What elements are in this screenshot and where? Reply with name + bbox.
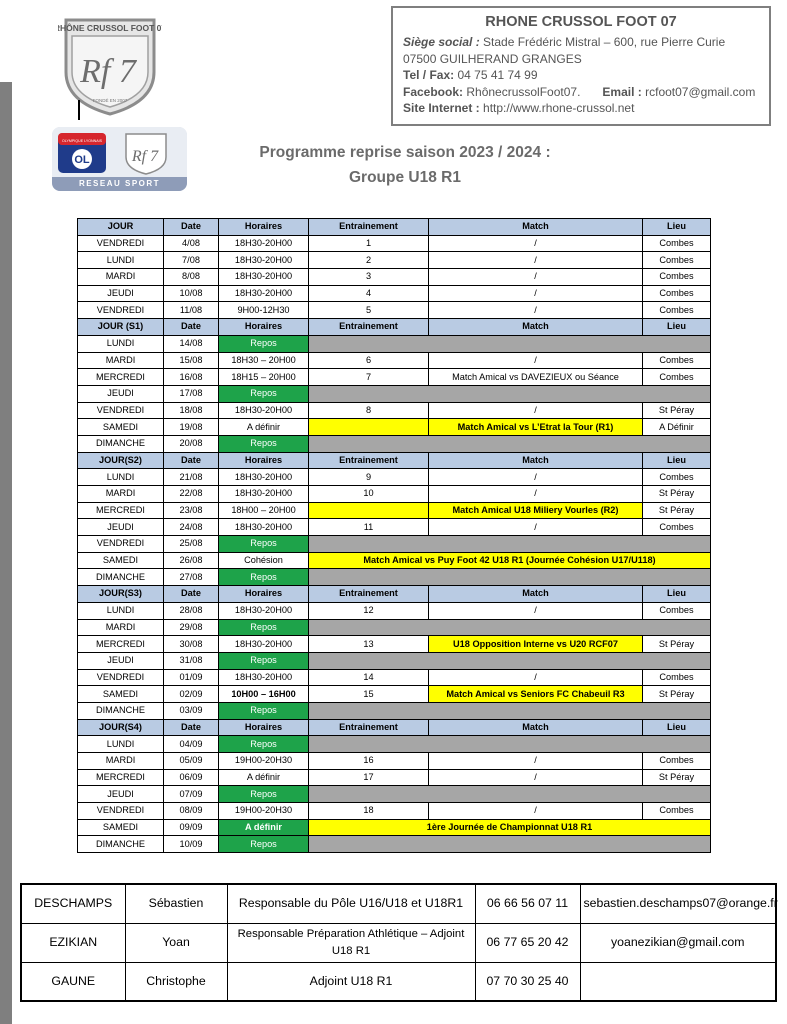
table-cell: 18 xyxy=(309,803,429,820)
repos-cell: Repos xyxy=(219,385,309,402)
svg-text:OLYMPIQUE LYONNAIS: OLYMPIQUE LYONNAIS xyxy=(61,139,103,143)
table-cell: MERCREDI xyxy=(78,369,164,386)
repos-cell: Repos xyxy=(219,619,309,636)
table-cell: 7 xyxy=(309,369,429,386)
table-cell: 18H30-20H00 xyxy=(219,486,309,503)
column-header: Entrainement xyxy=(309,452,429,469)
table-cell: St Péray xyxy=(643,636,711,653)
table-cell: Combes xyxy=(643,285,711,302)
table-cell: 17/08 xyxy=(164,385,219,402)
table-cell: MARDI xyxy=(78,352,164,369)
program-title xyxy=(160,140,650,190)
table-row xyxy=(78,519,711,536)
table-cell: 18H15 – 20H00 xyxy=(219,369,309,386)
table-header-row xyxy=(78,219,711,236)
column-header: Date xyxy=(164,319,219,336)
column-header: Horaires xyxy=(219,719,309,736)
table-cell: Combes xyxy=(643,669,711,686)
table-cell: VENDREDI xyxy=(78,235,164,252)
table-cell: / xyxy=(429,803,643,820)
staff-firstname: Yoan xyxy=(125,923,227,962)
table-cell: / xyxy=(429,753,643,770)
table-cell: 25/08 xyxy=(164,536,219,553)
staff-lastname: GAUNE xyxy=(21,962,125,1001)
column-header: Lieu xyxy=(643,219,711,236)
table-cell: JEUDI xyxy=(78,285,164,302)
table-cell: 8 xyxy=(309,402,429,419)
table-cell: 1 xyxy=(309,235,429,252)
table-cell: 09/09 xyxy=(164,819,219,836)
table-cell: LUNDI xyxy=(78,736,164,753)
column-header: Match xyxy=(429,719,643,736)
table-cell: 18H00 – 20H00 xyxy=(219,502,309,519)
table-cell: 28/08 xyxy=(164,602,219,619)
svg-text:FONDÉ EN 2007: FONDÉ EN 2007 xyxy=(92,98,128,103)
table-row xyxy=(78,836,711,853)
svg-text:RHÔNE CRUSSOL FOOT 07: RHÔNE CRUSSOL FOOT 07 xyxy=(58,23,162,33)
table-cell: 9H00-12H30 xyxy=(219,302,309,319)
table-row xyxy=(78,569,711,586)
table-cell: A définir xyxy=(219,419,309,436)
table-cell: 15/08 xyxy=(164,352,219,369)
staff-row xyxy=(21,884,776,923)
table-cell: 01/09 xyxy=(164,669,219,686)
staff-phone: 06 66 56 07 11 xyxy=(475,884,580,923)
table-cell: / xyxy=(429,602,643,619)
column-header: Match xyxy=(429,219,643,236)
table-cell: Combes xyxy=(643,369,711,386)
table-row xyxy=(78,285,711,302)
table-cell: 19H00-20H30 xyxy=(219,803,309,820)
table-cell: LUNDI xyxy=(78,252,164,269)
column-header: Entrainement xyxy=(309,719,429,736)
table-row xyxy=(78,819,711,836)
table-cell: MARDI xyxy=(78,619,164,636)
table-cell: Combes xyxy=(643,352,711,369)
table-cell: MERCREDI xyxy=(78,502,164,519)
column-header: Lieu xyxy=(643,586,711,603)
table-cell: 20/08 xyxy=(164,435,219,452)
staff-phone: 06 77 65 20 42 xyxy=(475,923,580,962)
column-header: Horaires xyxy=(219,452,309,469)
column-header: Lieu xyxy=(643,319,711,336)
table-cell: 18H30-20H00 xyxy=(219,285,309,302)
club-logo xyxy=(58,14,162,116)
table-cell: 18H30-20H00 xyxy=(219,402,309,419)
table-row xyxy=(78,486,711,503)
repos-cell: Repos xyxy=(219,836,309,853)
table-cell: 10 xyxy=(309,486,429,503)
table-cell: 31/08 xyxy=(164,652,219,669)
table-cell: 18H30-20H00 xyxy=(219,269,309,286)
grey-filler-cell xyxy=(309,786,711,803)
table-cell: DIMANCHE xyxy=(78,836,164,853)
staff-role: Responsable du Pôle U16/U18 et U18R1 xyxy=(227,884,475,923)
partner-band-label: RESEAU SPORT xyxy=(52,177,187,191)
grey-filler-cell xyxy=(309,736,711,753)
staff-email: sebastien.deschamps07@orange.fr xyxy=(580,884,776,923)
column-header: Date xyxy=(164,452,219,469)
contact-website: Site Internet : http://www.rhone-crussol.net xyxy=(403,101,635,115)
table-cell: 17 xyxy=(309,769,429,786)
table-cell: SAMEDI xyxy=(78,419,164,436)
column-header: Entrainement xyxy=(309,586,429,603)
staff-role: Responsable Préparation Athlétique – Adjoint U18 R1 xyxy=(227,923,475,962)
table-cell: / xyxy=(429,352,643,369)
table-row xyxy=(78,419,711,436)
staff-email xyxy=(580,962,776,1001)
table-cell: 9 xyxy=(309,469,429,486)
table-cell: 19H00-20H30 xyxy=(219,753,309,770)
match-highlight-cell: Match Amical U18 Miliery Vourles (R2) xyxy=(429,502,643,519)
table-cell: SAMEDI xyxy=(78,552,164,569)
table-cell: 18H30-20H00 xyxy=(219,252,309,269)
column-header: Match xyxy=(429,586,643,603)
table-cell: 18/08 xyxy=(164,402,219,419)
table-cell: / xyxy=(429,302,643,319)
club-name: RHONE CRUSSOL FOOT 07 xyxy=(485,14,677,30)
highlight-time-cell: A définir xyxy=(219,819,309,836)
contact-tel: Tel / Fax: 04 75 41 74 99 xyxy=(403,68,538,82)
table-cell: 10H00 – 16H00 xyxy=(219,686,309,703)
table-cell: / xyxy=(429,252,643,269)
grey-filler-cell xyxy=(309,536,711,553)
table-cell: SAMEDI xyxy=(78,686,164,703)
table-cell: 06/09 xyxy=(164,769,219,786)
table-cell: / xyxy=(429,519,643,536)
column-header: JOUR xyxy=(78,219,164,236)
table-cell: 11 xyxy=(309,519,429,536)
table-cell xyxy=(309,502,429,519)
table-cell: 2 xyxy=(309,252,429,269)
table-cell: MARDI xyxy=(78,753,164,770)
table-cell: 10/08 xyxy=(164,285,219,302)
table-header-row xyxy=(78,719,711,736)
staff-row xyxy=(21,923,776,962)
table-cell: 30/08 xyxy=(164,636,219,653)
table-row xyxy=(78,552,711,569)
table-cell: / xyxy=(429,769,643,786)
table-cell: 7/08 xyxy=(164,252,219,269)
column-header: Date xyxy=(164,719,219,736)
table-cell: / xyxy=(429,469,643,486)
table-cell: 18H30-20H00 xyxy=(219,636,309,653)
table-row xyxy=(78,269,711,286)
staff-firstname: Sébastien xyxy=(125,884,227,923)
table-cell: 27/08 xyxy=(164,569,219,586)
table-cell: 15 xyxy=(309,686,429,703)
staff-firstname: Christophe xyxy=(125,962,227,1001)
table-cell: 22/08 xyxy=(164,486,219,503)
repos-cell: Repos xyxy=(219,786,309,803)
table-row xyxy=(78,619,711,636)
repos-cell: Repos xyxy=(219,569,309,586)
table-cell: 08/09 xyxy=(164,803,219,820)
table-cell: Combes xyxy=(643,753,711,770)
table-row xyxy=(78,652,711,669)
table-row xyxy=(78,803,711,820)
match-highlight-cell: Match Amical vs L’Etrat la Tour (R1) xyxy=(429,419,643,436)
table-row xyxy=(78,302,711,319)
column-header: JOUR (S1) xyxy=(78,319,164,336)
column-header: Lieu xyxy=(643,719,711,736)
grey-filler-cell xyxy=(309,619,711,636)
table-row xyxy=(78,252,711,269)
svg-text:Rf 7: Rf 7 xyxy=(131,148,159,165)
table-header-row xyxy=(78,452,711,469)
table-header-row xyxy=(78,586,711,603)
table-cell: 26/08 xyxy=(164,552,219,569)
table-cell: VENDREDI xyxy=(78,803,164,820)
table-header-row xyxy=(78,319,711,336)
contact-facebook-email: Facebook: RhônecrussolFoot07. Email : rcfoot07@gmail.com xyxy=(403,84,756,99)
table-cell xyxy=(309,419,429,436)
table-cell: / xyxy=(429,269,643,286)
grey-filler-cell xyxy=(309,385,711,402)
table-row xyxy=(78,435,711,452)
table-cell: MERCREDI xyxy=(78,769,164,786)
repos-cell: Repos xyxy=(219,702,309,719)
table-cell: Cohésion xyxy=(219,552,309,569)
program-title-line2: Groupe U18 R1 xyxy=(349,169,461,186)
staff-lastname: EZIKIAN xyxy=(21,923,125,962)
table-cell: St Péray xyxy=(643,769,711,786)
match-highlight-cell: Match Amical vs Puy Foot 42 U18 R1 (Journée Cohésion U17/U118) xyxy=(309,552,711,569)
grey-filler-cell xyxy=(309,435,711,452)
table-row xyxy=(78,385,711,402)
column-header: JOUR(S3) xyxy=(78,586,164,603)
grey-filler-cell xyxy=(309,652,711,669)
table-cell: / xyxy=(429,486,643,503)
table-cell: Match Amical vs DAVEZIEUX ou Séance xyxy=(429,369,643,386)
column-header: Date xyxy=(164,586,219,603)
table-cell: 04/09 xyxy=(164,736,219,753)
staff-role: Adjoint U18 R1 xyxy=(227,962,475,1001)
column-header: Match xyxy=(429,319,643,336)
table-cell: A définir xyxy=(219,769,309,786)
table-cell: 24/08 xyxy=(164,519,219,536)
table-row xyxy=(78,686,711,703)
table-row xyxy=(78,602,711,619)
table-cell: St Péray xyxy=(643,486,711,503)
table-row xyxy=(78,669,711,686)
table-cell: 11/08 xyxy=(164,302,219,319)
table-row xyxy=(78,469,711,486)
table-cell: 8/08 xyxy=(164,269,219,286)
table-row xyxy=(78,536,711,553)
table-cell: Combes xyxy=(643,803,711,820)
repos-cell: Repos xyxy=(219,435,309,452)
table-row xyxy=(78,402,711,419)
table-cell: 18H30-20H00 xyxy=(219,469,309,486)
table-cell: St Péray xyxy=(643,402,711,419)
program-title-line1: Programme reprise saison 2023 / 2024 : xyxy=(259,144,551,161)
table-cell: 02/09 xyxy=(164,686,219,703)
table-cell: 07/09 xyxy=(164,786,219,803)
championship-cell: 1ère Journée de Championnat U18 R1 xyxy=(309,819,711,836)
match-highlight-cell: Match Amical vs Seniors FC Chabeuil R3 xyxy=(429,686,643,703)
table-cell: LUNDI xyxy=(78,335,164,352)
table-cell: JEUDI xyxy=(78,385,164,402)
table-row xyxy=(78,702,711,719)
match-highlight-cell: U18 Opposition Interne vs U20 RCF07 xyxy=(429,636,643,653)
table-cell: MERCREDI xyxy=(78,636,164,653)
table-cell: 12 xyxy=(309,602,429,619)
table-cell: 18H30-20H00 xyxy=(219,669,309,686)
column-header: Lieu xyxy=(643,452,711,469)
table-cell: 03/09 xyxy=(164,702,219,719)
table-cell: LUNDI xyxy=(78,469,164,486)
grey-filler-cell xyxy=(309,702,711,719)
table-cell: 10/09 xyxy=(164,836,219,853)
column-header: Match xyxy=(429,452,643,469)
repos-cell: Repos xyxy=(219,652,309,669)
table-cell: 18H30-20H00 xyxy=(219,519,309,536)
contact-siege: Siège social : Stade Frédéric Mistral – 600, rue Pierre Curie xyxy=(403,35,726,49)
table-cell: DIMANCHE xyxy=(78,435,164,452)
table-cell: Combes xyxy=(643,602,711,619)
table-cell: 21/08 xyxy=(164,469,219,486)
table-cell: 3 xyxy=(309,269,429,286)
table-row xyxy=(78,335,711,352)
table-cell: Combes xyxy=(643,302,711,319)
table-cell: 6 xyxy=(309,352,429,369)
table-cell: 16/08 xyxy=(164,369,219,386)
staff-email: yoanezikian@gmail.com xyxy=(580,923,776,962)
column-header: Horaires xyxy=(219,219,309,236)
column-header: Horaires xyxy=(219,319,309,336)
text-cursor-mark xyxy=(78,100,80,120)
table-row xyxy=(78,502,711,519)
svg-text:Rf 7: Rf 7 xyxy=(80,53,136,90)
svg-text:OL: OL xyxy=(74,154,90,166)
table-cell: 4 xyxy=(309,285,429,302)
table-cell: 16 xyxy=(309,753,429,770)
table-row xyxy=(78,369,711,386)
table-row xyxy=(78,753,711,770)
table-cell: 4/08 xyxy=(164,235,219,252)
table-cell: Combes xyxy=(643,269,711,286)
table-cell: VENDREDI xyxy=(78,402,164,419)
table-cell: 13 xyxy=(309,636,429,653)
table-cell: / xyxy=(429,235,643,252)
table-row xyxy=(78,736,711,753)
table-cell: Combes xyxy=(643,235,711,252)
schedule-table xyxy=(77,218,711,853)
table-cell: 5 xyxy=(309,302,429,319)
table-cell: JEUDI xyxy=(78,519,164,536)
table-cell: 19/08 xyxy=(164,419,219,436)
column-header: JOUR(S2) xyxy=(78,452,164,469)
table-cell: VENDREDI xyxy=(78,669,164,686)
grey-filler-cell xyxy=(309,836,711,853)
table-row xyxy=(78,352,711,369)
table-cell: / xyxy=(429,669,643,686)
column-header: Entrainement xyxy=(309,319,429,336)
repos-cell: Repos xyxy=(219,536,309,553)
contact-city: 07500 GUILHERAND GRANGES xyxy=(403,51,582,66)
table-cell: 14 xyxy=(309,669,429,686)
table-cell: Combes xyxy=(643,252,711,269)
staff-lastname: DESCHAMPS xyxy=(21,884,125,923)
table-cell: / xyxy=(429,402,643,419)
table-cell: MARDI xyxy=(78,269,164,286)
table-cell: VENDREDI xyxy=(78,302,164,319)
table-cell: 18H30-20H00 xyxy=(219,235,309,252)
staff-row xyxy=(21,962,776,1001)
table-cell: 29/08 xyxy=(164,619,219,636)
grey-filler-cell xyxy=(309,569,711,586)
column-header: Date xyxy=(164,219,219,236)
table-cell: JEUDI xyxy=(78,786,164,803)
repos-cell: Repos xyxy=(219,335,309,352)
table-cell: MARDI xyxy=(78,486,164,503)
left-margin-bar xyxy=(0,82,12,1024)
table-cell: DIMANCHE xyxy=(78,702,164,719)
table-cell: LUNDI xyxy=(78,602,164,619)
table-cell: VENDREDI xyxy=(78,536,164,553)
table-cell: / xyxy=(429,285,643,302)
table-cell: JEUDI xyxy=(78,652,164,669)
ol-logo-icon xyxy=(56,131,108,175)
table-row xyxy=(78,636,711,653)
grey-filler-cell xyxy=(309,335,711,352)
table-cell: Combes xyxy=(643,519,711,536)
table-cell: 23/08 xyxy=(164,502,219,519)
table-cell: 05/09 xyxy=(164,753,219,770)
column-header: JOUR(S4) xyxy=(78,719,164,736)
table-cell: St Péray xyxy=(643,502,711,519)
table-cell: 18H30 – 20H00 xyxy=(219,352,309,369)
column-header: Horaires xyxy=(219,586,309,603)
table-cell: Combes xyxy=(643,469,711,486)
table-cell: DIMANCHE xyxy=(78,569,164,586)
column-header: Entrainement xyxy=(309,219,429,236)
table-cell: 18H30-20H00 xyxy=(219,602,309,619)
table-cell: 14/08 xyxy=(164,335,219,352)
table-cell: A Définir xyxy=(643,419,711,436)
club-crest-icon xyxy=(58,14,162,116)
table-row xyxy=(78,769,711,786)
staff-phone: 07 70 30 25 40 xyxy=(475,962,580,1001)
table-cell: St Péray xyxy=(643,686,711,703)
repos-cell: Repos xyxy=(219,736,309,753)
contact-box xyxy=(391,6,771,126)
table-cell: SAMEDI xyxy=(78,819,164,836)
staff-table xyxy=(20,883,777,1002)
table-row xyxy=(78,235,711,252)
table-row xyxy=(78,786,711,803)
